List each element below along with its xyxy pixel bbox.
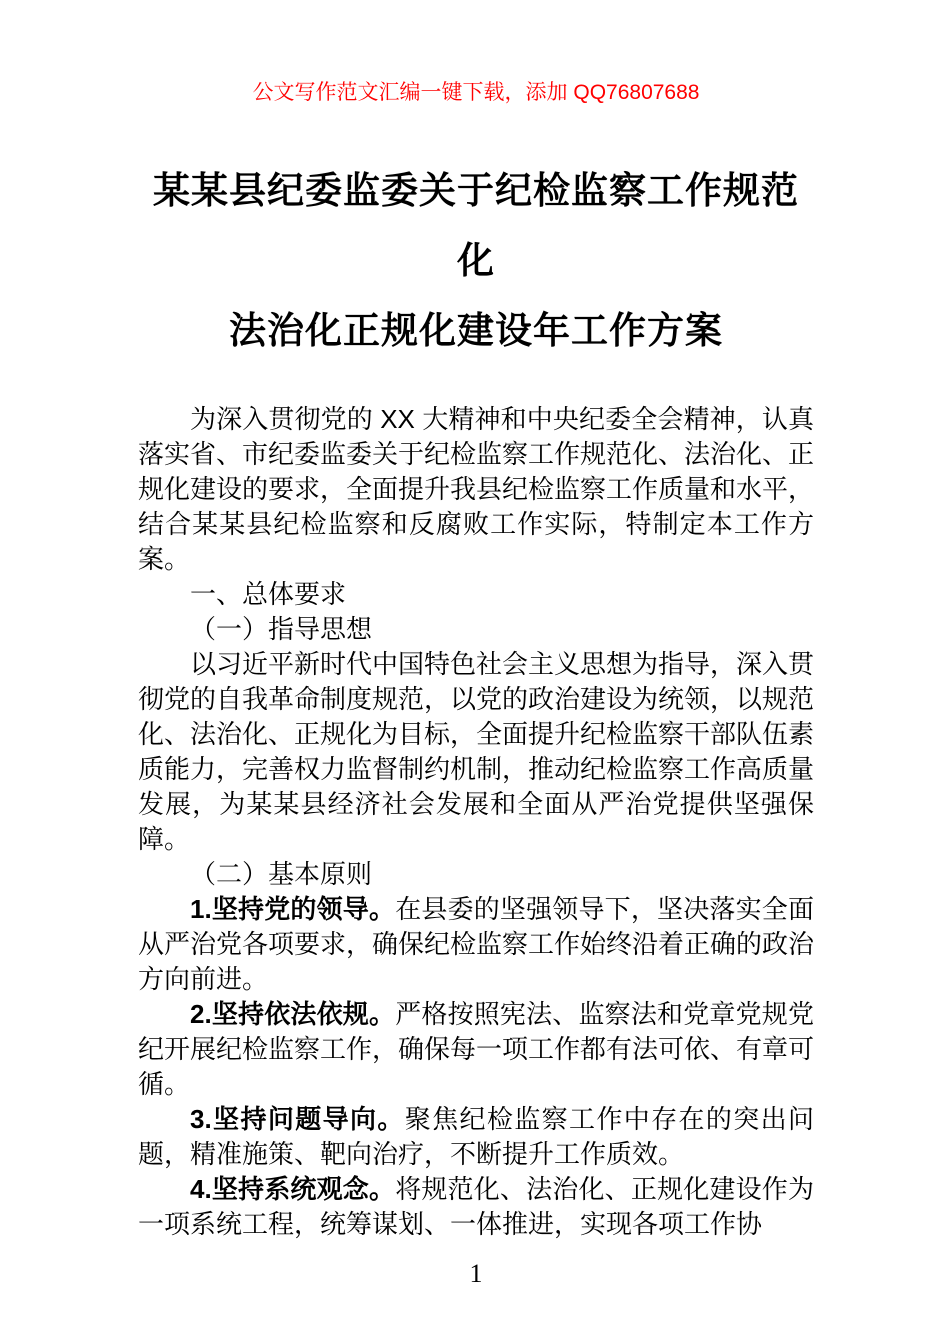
document-title bbox=[138, 156, 814, 366]
paragraph-principle-1-lead: 1.坚持党的领导。 bbox=[190, 894, 396, 924]
promo-notice: 公文写作范文汇编一键下载，添加 QQ76807688 bbox=[252, 81, 700, 104]
paragraph-principle-4 bbox=[138, 1172, 814, 1242]
paragraph-principle-1-text: 在县委的坚强领导下，坚决落实全面从严治党各项要求，确保纪检监察工作始终沿着正确的政治方向前进。 bbox=[138, 894, 815, 994]
paragraph-guiding-ideology-text: 以习近平新时代中国特色社会主义思想为指导，深入贯彻党的自我革命制度规范，以党的政治建设为统领，以规范化、法治化、正规化为目标，全面提升纪检监察干部队伍素质能力，完善权力监督制约机制，推动纪检监察工作高质量发展，为某某县经济社会发展和全面从严治党提供坚强保障。 bbox=[138, 649, 815, 854]
paragraph-guiding-ideology bbox=[138, 647, 814, 857]
paragraph-principle-4-text: 将规范化、法治化、正规化建设作为一项系统工程，统筹谋划、一体推进，实现各项工作协 bbox=[138, 1174, 814, 1239]
heading-guiding-ideology-text: （一）指导思想 bbox=[190, 614, 373, 644]
document-body bbox=[138, 402, 814, 1242]
paragraph-principle-1 bbox=[138, 892, 814, 997]
document-title-line-1: 某某县纪委监委关于纪检监察工作规范化 bbox=[153, 170, 799, 281]
paragraph-principle-4-lead: 4.坚持系统观念。 bbox=[190, 1174, 396, 1204]
page-number: 1 bbox=[469, 1259, 483, 1288]
document-title-line-2: 法治化正规化建设年工作方案 bbox=[229, 310, 723, 351]
paragraph-principle-3-lead: 3.坚持问题导向。 bbox=[190, 1104, 405, 1134]
paragraph-principle-2-lead: 2.坚持依法依规。 bbox=[190, 999, 396, 1029]
paragraph-principle-3-text: 聚焦纪检监察工作中存在的突出问题，精准施策、靶向治疗，不断提升工作质效。 bbox=[138, 1104, 814, 1169]
paragraph-principle-2-text: 严格按照宪法、监察法和党章党规党纪开展纪检监察工作，确保每一项工作都有法可依、有章可循。 bbox=[138, 999, 815, 1099]
heading-guiding-ideology bbox=[138, 612, 814, 647]
heading-basic-principles bbox=[138, 857, 814, 892]
page-footer bbox=[138, 1256, 814, 1291]
paragraph-intro bbox=[138, 402, 814, 577]
heading-basic-principles-text: （二）基本原则 bbox=[190, 859, 373, 889]
paragraph-principle-2 bbox=[138, 997, 814, 1102]
paragraph-principle-3 bbox=[138, 1102, 814, 1172]
heading-overall-requirements-text: 一、总体要求 bbox=[190, 579, 347, 609]
heading-overall-requirements bbox=[138, 577, 814, 612]
paragraph-intro-text: 为深入贯彻党的 XX 大精神和中央纪委全会精神，认真落实省、市纪委监委关于纪检监察工作规范化、法治化、正规化建设的要求，全面提升我县纪检监察工作质量和水平，结合某某县纪检监察和反腐败工作实际，特制定本工作方案。 bbox=[138, 404, 815, 574]
